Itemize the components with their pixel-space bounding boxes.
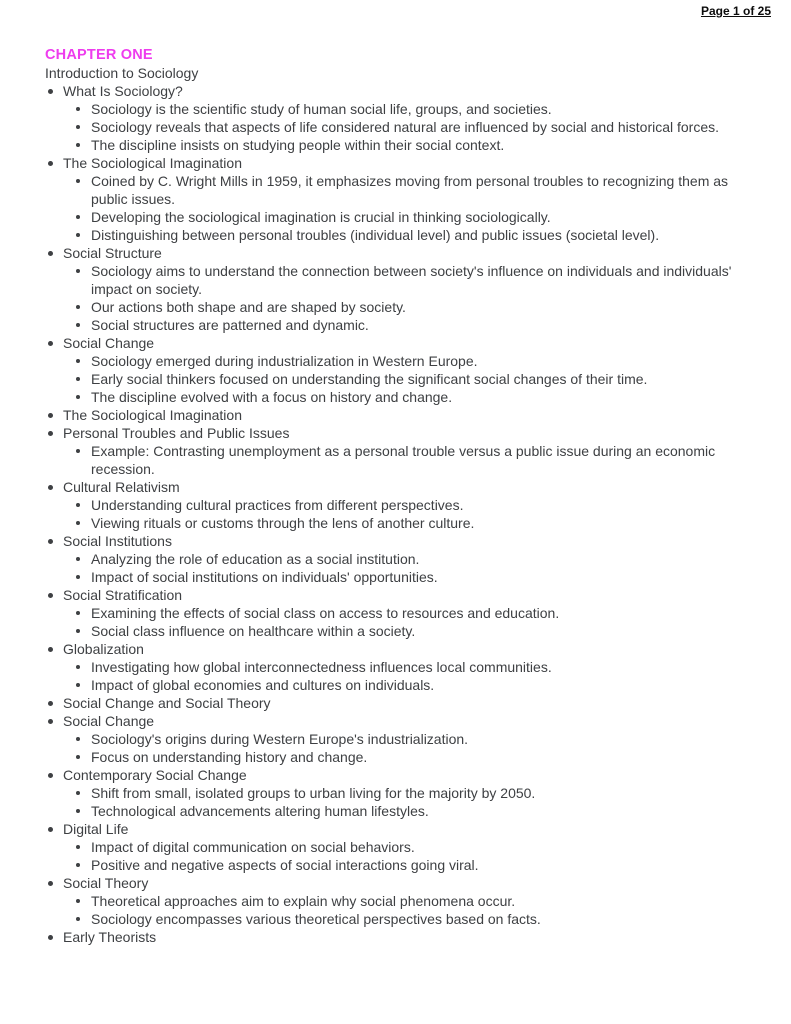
point-label: Focus on understanding history and change. [91,749,368,765]
topic-label: Early Theorists [63,929,157,945]
point-label: Examining the effects of social class on access to resources and education. [91,605,560,621]
bullet-icon [48,251,53,256]
topic-row [45,406,742,424]
bullet-icon [48,647,53,652]
outline-point [45,442,742,478]
point-label: Sociology is the scientific study of human social life, groups, and societies. [91,101,552,117]
bullet-icon [48,413,53,418]
bullet-icon [76,899,80,903]
point-label: Example: Contrasting unemployment as a personal trouble versus a public issue during an economic recession. [91,443,716,477]
bullet-icon [48,719,53,724]
outline-sublist [45,730,742,766]
bullet-icon [76,917,80,921]
point-label: Impact of digital communication on social behaviors. [91,839,415,855]
topic-row [45,820,742,838]
outline-topic [45,478,742,532]
bullet-icon [76,863,80,867]
point-label: Shift from small, isolated groups to urban living for the majority by 2050. [91,785,536,801]
outline-point [45,118,742,136]
point-label: The discipline insists on studying people within their social context. [91,137,505,153]
point-label: Impact of global economies and cultures on individuals. [91,677,435,693]
page-number: Page 1 of 25 [700,4,771,18]
topic-row [45,928,742,946]
bullet-icon [76,143,80,147]
topic-label: Social Change [63,335,155,351]
outline-point [45,604,742,622]
outline-topic [45,586,742,640]
outline-sublist [45,172,742,244]
document-title: Introduction to Sociology [45,65,199,81]
outline-point [45,892,742,910]
topic-label: Cultural Relativism [63,479,180,495]
point-label: Distinguishing between personal troubles (individual level) and public issues (societal level). [91,227,660,243]
outline-sublist [45,784,742,820]
outline-topic [45,244,742,334]
topic-row [45,694,742,712]
outline-point [45,784,742,802]
outline-point [45,910,742,928]
topic-row [45,154,742,172]
point-label: Our actions both shape and are shaped by society. [91,299,406,315]
point-label: Coined by C. Wright Mills in 1959, it emphasizes moving from personal troubles to recognizing them as public issues. [91,173,729,207]
outline-point [45,298,742,316]
outline-point [45,352,742,370]
bullet-icon [48,161,53,166]
point-label: Positive and negative aspects of social interactions going viral. [91,857,479,873]
outline-sublist [45,496,742,532]
bullet-icon [48,773,53,778]
outline-point [45,226,742,244]
topic-row [45,424,742,442]
bullet-icon [76,521,80,525]
bullet-icon [76,215,80,219]
bullet-icon [76,305,80,309]
bullet-icon [48,89,53,94]
topic-label: What Is Sociology? [63,83,183,99]
outline-sublist [45,838,742,874]
bullet-icon [76,323,80,327]
point-label: Social class influence on healthcare within a society. [91,623,416,639]
topic-row [45,334,742,352]
topic-row [45,766,742,784]
topic-label: Social Change and Social Theory [63,695,271,711]
outline-point [45,172,742,208]
bullet-icon [76,269,80,273]
outline-sublist [45,352,742,406]
outline-topic [45,694,742,712]
point-label: Impact of social institutions on individuals' opportunities. [91,569,438,585]
outline-point [45,496,742,514]
outline-point [45,856,742,874]
bullet-icon [76,683,80,687]
outline-topic [45,874,742,928]
bullet-icon [48,593,53,598]
outline-point [45,748,742,766]
bullet-icon [76,809,80,813]
outline-topic [45,640,742,694]
bullet-icon [48,701,53,706]
outline-sublist [45,604,742,640]
outline-sublist [45,550,742,586]
point-label: Sociology encompasses various theoretical perspectives based on facts. [91,911,541,927]
topic-label: The Sociological Imagination [63,155,242,171]
bullet-icon [76,575,80,579]
outline-topic [45,82,742,154]
point-label: Understanding cultural practices from different perspectives. [91,497,464,513]
outline-point [45,838,742,856]
outline-point [45,550,742,568]
outline-sublist [45,262,742,334]
topic-label: Social Structure [63,245,162,261]
point-label: Social structures are patterned and dynamic. [91,317,369,333]
bullet-icon [76,629,80,633]
outline-topic [45,154,742,244]
outline-topic [45,766,742,820]
outline-sublist [45,658,742,694]
topic-label: Contemporary Social Change [63,767,247,783]
outline-topic [45,532,742,586]
point-label: Technological advancements altering human lifestyles. [91,803,429,819]
bullet-icon [76,233,80,237]
outline-point [45,370,742,388]
chapter-heading: CHAPTER ONE [45,47,153,63]
bullet-icon [76,449,80,453]
outline-point [45,388,742,406]
bullet-icon [48,881,53,886]
outline-point [45,136,742,154]
topic-label: Social Theory [63,875,149,891]
outline-point [45,208,742,226]
outline-point [45,730,742,748]
bullet-icon [76,107,80,111]
outline-sublist [45,442,742,478]
topic-row [45,874,742,892]
bullet-icon [76,503,80,507]
outline-point [45,802,742,820]
bullet-icon [76,395,80,399]
topic-row [45,586,742,604]
bullet-icon [48,935,53,940]
topic-row [45,712,742,730]
topic-label: Social Stratification [63,587,183,603]
bullet-icon [76,611,80,615]
bullet-icon [76,755,80,759]
topic-row [45,244,742,262]
point-label: Sociology's origins during Western Europe's industrialization. [91,731,469,747]
bullet-icon [48,341,53,346]
outline-topic [45,424,742,478]
bullet-icon [76,359,80,363]
bullet-icon [76,179,80,183]
outline-point [45,622,742,640]
outline-topic [45,406,742,424]
bullet-icon [76,791,80,795]
topic-row [45,532,742,550]
bullet-icon [48,485,53,490]
document-content [45,46,742,946]
outline-sublist [45,100,742,154]
topic-label: Globalization [63,641,144,657]
topic-label: Digital Life [63,821,129,837]
bullet-icon [76,737,80,741]
outline-topic [45,820,742,874]
bullet-icon [76,125,80,129]
point-label: Sociology emerged during industrialization in Western Europe. [91,353,478,369]
bullet-icon [76,557,80,561]
point-label: Sociology reveals that aspects of life considered natural are influenced by social and historical forces. [91,119,720,135]
bullet-icon [76,665,80,669]
topic-label: Personal Troubles and Public Issues [63,425,290,441]
outline-list [45,82,742,946]
point-label: Early social thinkers focused on understanding the significant social changes of their time. [91,371,648,387]
outline-point [45,100,742,118]
topic-row [45,82,742,100]
bullet-icon [48,827,53,832]
topic-row [45,478,742,496]
outline-topic [45,334,742,406]
topic-label: The Sociological Imagination [63,407,242,423]
point-label: The discipline evolved with a focus on history and change. [91,389,453,405]
bullet-icon [48,431,53,436]
outline-point [45,676,742,694]
point-label: Theoretical approaches aim to explain why social phenomena occur. [91,893,516,909]
point-label: Investigating how global interconnectedness influences local communities. [91,659,552,675]
bullet-icon [48,539,53,544]
outline-point [45,568,742,586]
outline-topic [45,928,742,946]
point-label: Developing the sociological imagination is crucial in thinking sociologically. [91,209,551,225]
bullet-icon [76,845,80,849]
outline-point [45,658,742,676]
outline-point [45,316,742,334]
outline-topic [45,712,742,766]
topic-label: Social Institutions [63,533,172,549]
outline-sublist [45,892,742,928]
bullet-icon [76,377,80,381]
point-label: Analyzing the role of education as a social institution. [91,551,420,567]
outline-point [45,262,742,298]
topic-label: Social Change [63,713,155,729]
outline-point [45,514,742,532]
point-label: Sociology aims to understand the connection between society's influence on individuals and individuals' impact on society. [91,263,732,297]
point-label: Viewing rituals or customs through the lens of another culture. [91,515,475,531]
topic-row [45,640,742,658]
